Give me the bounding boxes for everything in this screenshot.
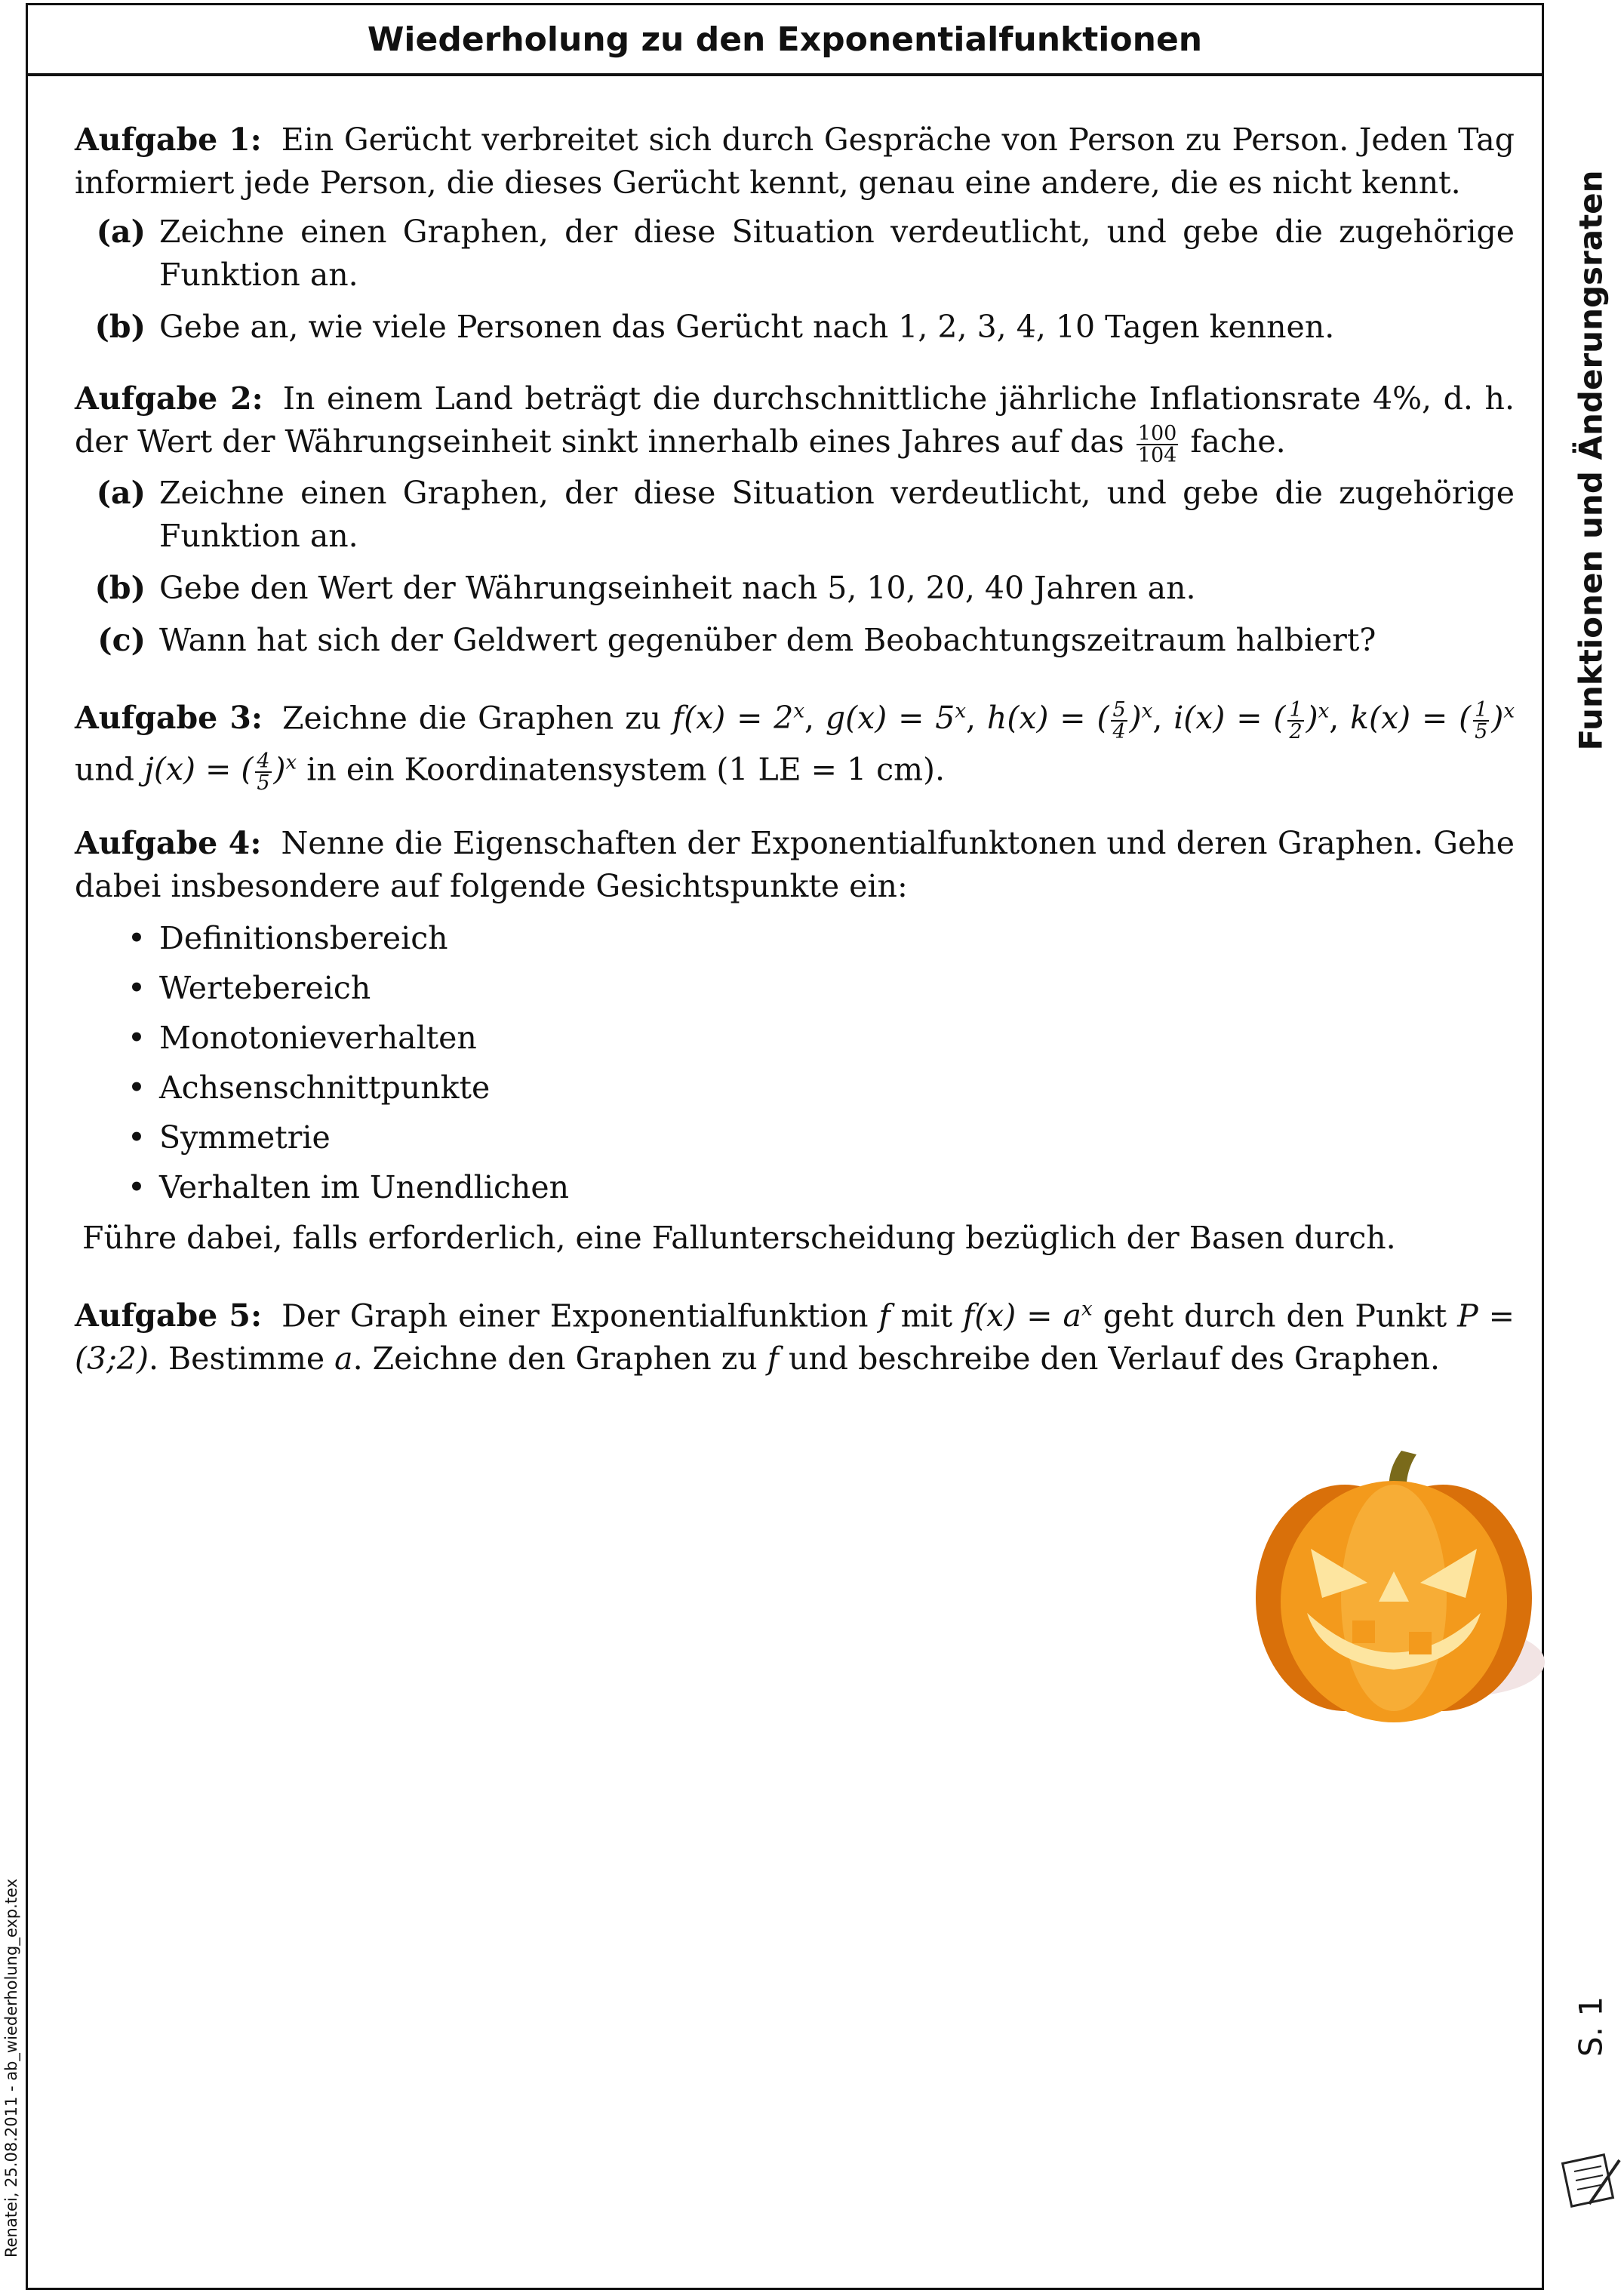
function-h: h(x) = ( $\frac{5}{4}$ )$^x$ xyxy=(986,697,1153,743)
footer-text: Renatei, 25.08.2011 - ab_wiederholung_exp.tex xyxy=(2,1878,20,2258)
subtask: (a) Zeichne einen Graphen, der diese Situation verdeutlicht, und gebe die zugehörige Funktion an. xyxy=(96,474,1515,554)
page-title: Wiederholung zu den Exponentialfunktionen xyxy=(28,5,1542,76)
subtask: (c) Wann hat sich der Geldwert gegenüber dem Beobachtungszeitraum halbiert? xyxy=(97,621,1376,658)
list-item: • Verhalten im Unendlichen xyxy=(127,1168,570,1205)
task-text: Ein Gerücht verbreitet sich durch Gespräche von Person zu Person. Jeden Tag informiert jede Person, die dieses Gerücht kennt, genau eine andere, die es nicht kennt. xyxy=(75,122,1515,201)
list-item: • Symmetrie xyxy=(127,1119,331,1156)
fraction: $\frac{100}{104}$ xyxy=(1137,421,1177,467)
task-note: Führe dabei, falls erforderlich, eine Fallunterscheidung bezüglich der Basen durch. xyxy=(82,1219,1396,1256)
function-k: k(x) = ( $\frac{1}{5}$ )$^x$ xyxy=(1350,697,1515,743)
task-5: Aufgabe 5: Der Graph einer Exponentialfunktion f mit $f(x) = a^x$ geht durch den Punkt P = (3;2). Bestimme a. Zeichne den Graphen zu f und beschreibe den Verlauf des Graphen. xyxy=(75,1297,1515,1377)
task-label: Aufgabe 5: xyxy=(75,1297,263,1334)
side-title: Funktionen und Änderungsraten xyxy=(1572,170,1610,751)
subtask: (a) Zeichne einen Graphen, der diese Situation verdeutlicht, und gebe die zugehörige Funktion an. xyxy=(96,214,1515,293)
worksheet-content xyxy=(75,118,1515,1409)
function-i: i(x) = ( $\frac{1}{2}$ )$^x$ xyxy=(1173,697,1330,743)
list-item: • Wertebereich xyxy=(127,969,371,1006)
function-g: $g(x) = 5^x$ xyxy=(825,700,967,737)
list-item: • Definitionsbereich xyxy=(127,919,448,956)
task-3: Aufgabe 3: Zeichne die Graphen zu $f(x) = 2^x$, $g(x) = 5^x$, h(x) = ( $\frac{5}{4}$ )$^x$, i(x) = ( $\frac{1}{2}$ )$^x$, k(x) = ( $\frac{1}{5}$ )$^x$ und j(x) = ( $\frac{4}{5}$ )$^x$ in ein Koordinatensystem (1 LE = 1 cm). xyxy=(75,697,1515,795)
task-2: Aufgabe 2: In einem Land beträgt die durchschnittliche jährliche Inflationsrate 4%, d. h. der Wert der Währungseinheit sinkt innerhalb eines Jahres auf das $\frac{100}{104}$ fache. (a) Zeichne einen Graphen, der diese Situation verdeutlicht, und gebe die zugehörige Funktion an. (b) Gebe den Wert der Währungseinheit nach 5, 10, 20, 40 Jahren an. (c) Wann hat sich der Geldwert gegenüber dem Beobachtungszeitraum halbiert? xyxy=(75,377,1515,662)
bullet-list xyxy=(75,917,1515,1209)
page-frame xyxy=(26,3,1544,2290)
task-label: Aufgabe 1: xyxy=(75,122,262,158)
task-4: Aufgabe 4: Nenne die Eigenschaften der Exponentialfunktonen und deren Graphen. Gehe dabei insbesondere auf folgende Gesichtspunkte ein: • Definitionsbereich • Wertebereich • Monotonieverhalten • Achsenschnittpunkte • Symmetrie • Verhalten im Unendlichen Führe dabei, falls erforderlich, eine Fallunterscheidung bezüglich der Basen durch. xyxy=(75,822,1515,1260)
function-j: j(x) = ( $\frac{4}{5}$ )$^x$ xyxy=(144,749,297,795)
page-number: S. 1 xyxy=(1572,1996,1610,2058)
task-label: Aufgabe 2: xyxy=(75,380,263,417)
subtask: (b) Gebe den Wert der Währungseinheit nach 5, 10, 20, 40 Jahren an. xyxy=(94,569,1196,606)
list-item: • Achsenschnittpunkte xyxy=(127,1069,491,1106)
task-label: Aufgabe 4: xyxy=(75,824,262,861)
task-label: Aufgabe 3: xyxy=(75,700,263,737)
task-1 xyxy=(75,118,1515,349)
list-item: • Monotonieverhalten xyxy=(127,1019,477,1056)
subtask: (b) Gebe an, wie viele Personen das Gerücht nach 1, 2, 3, 4, 10 Tagen kennen. xyxy=(94,309,1335,345)
function-f: $f(x) = 2^x$ xyxy=(672,700,805,737)
notepad-icon xyxy=(1559,2145,1624,2210)
pumpkin-icon xyxy=(1239,1443,1549,1730)
